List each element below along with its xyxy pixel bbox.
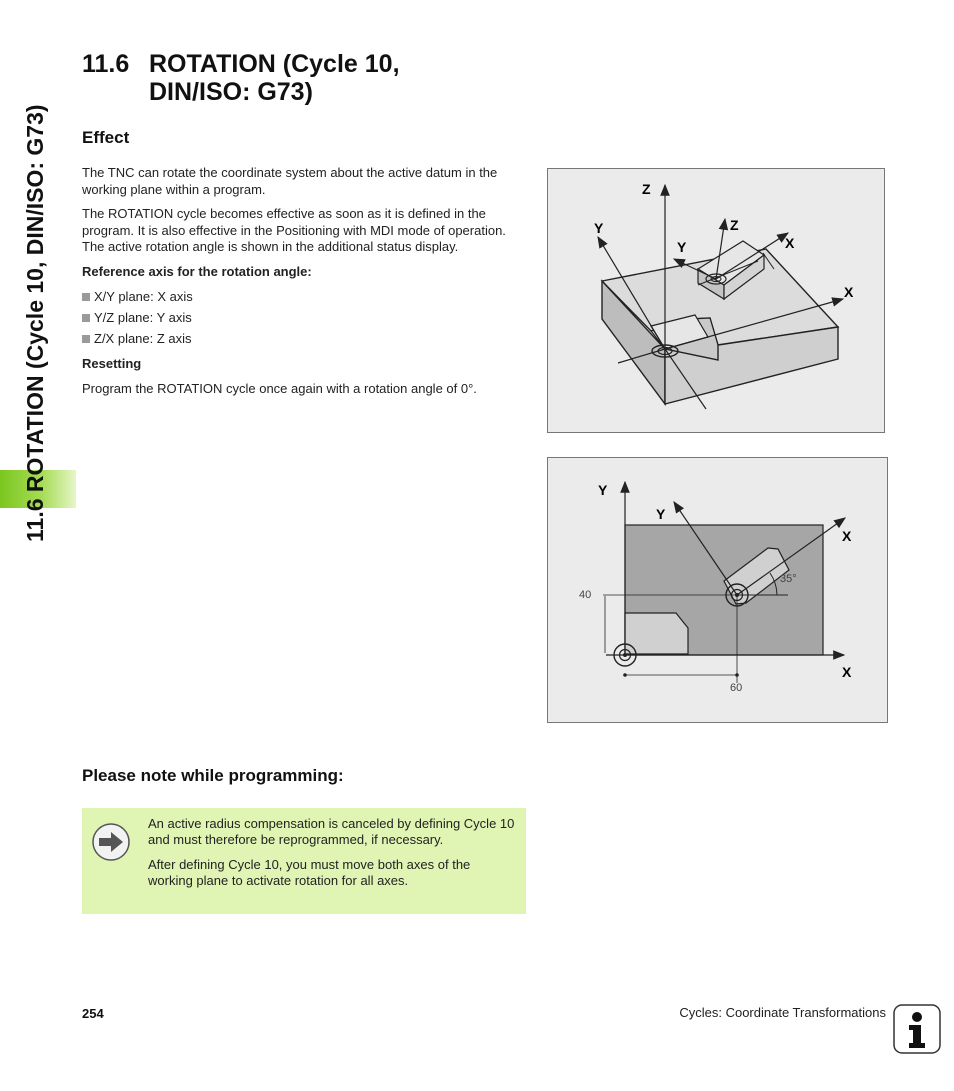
fig1-x-rotated-label: X (785, 235, 795, 251)
fig2-dim-y-label: 40 (579, 589, 592, 601)
fig1-z-axis-label: Z (642, 181, 651, 197)
fig2-y-axis-label: Y (598, 482, 608, 498)
fig2-x-rotated-label: X (842, 528, 852, 544)
list-item: X/Y plane: X axis (82, 289, 526, 306)
page-number: 254 (82, 1006, 104, 1021)
note-para-2: After defining Cycle 10, you must move both axes of the working plane to activate rotation for all axes. (148, 857, 471, 888)
bullet-icon (82, 314, 90, 322)
fig2-x-axis-label: X (842, 664, 852, 680)
figure-2d-rotation (547, 457, 888, 723)
fig1-x-axis-label: X (844, 284, 854, 300)
section-title-line1: ROTATION (Cycle 10, (149, 50, 400, 78)
effect-heading: Effect (82, 128, 130, 147)
notes-heading: Please note while programming: (82, 766, 344, 785)
fig2-y-rotated-label: Y (656, 506, 666, 522)
section-heading (82, 50, 400, 106)
fig1-y-axis-label: Y (594, 220, 604, 236)
effect-body (82, 165, 526, 406)
list-item: Z/X plane: Z axis (82, 331, 526, 348)
effect-para-2: The ROTATION cycle becomes effective as soon as it is defined in the program. It is also effective in the Positioning with MDI mode of operation. The active rotation angle is shown in the additional status display. (82, 206, 506, 254)
fig2-dim-x-label: 60 (730, 682, 743, 694)
fig1-z-rotated-label: Z (730, 217, 739, 233)
note-text (148, 816, 518, 898)
section-number: 11.6 (82, 50, 130, 78)
section-title-line2: DIN/ISO: G73) (149, 78, 313, 106)
bullet-icon (82, 293, 90, 301)
info-icon (893, 1004, 941, 1054)
fig2-angle-label: 35° (780, 573, 797, 585)
arrow-right-icon (91, 822, 131, 867)
chapter-title: Cycles: Coordinate Transformations (679, 1005, 886, 1020)
reference-axis-heading: Reference axis for the rotation angle: (82, 263, 312, 279)
note-para-1: An active radius compensation is canceled by defining Cycle 10 and must therefore be reprogrammed, if necessary. (148, 816, 515, 847)
reference-axis-list (82, 289, 526, 348)
note-box (82, 808, 526, 914)
figure-3d-rotation (547, 168, 885, 433)
bullet-icon (82, 335, 90, 343)
resetting-heading: Resetting (82, 355, 142, 371)
effect-para-1: The TNC can rotate the coordinate system about the active datum in the working plane within a program. (82, 165, 498, 197)
resetting-text: Program the ROTATION cycle once again with a rotation angle of 0°. (82, 381, 477, 396)
side-tab-title: 11.6 ROTATION (Cycle 10, DIN/ISO: G73) (22, 104, 48, 542)
list-item: Y/Z plane: Y axis (82, 310, 526, 327)
fig1-y-rotated-label: Y (677, 239, 687, 255)
